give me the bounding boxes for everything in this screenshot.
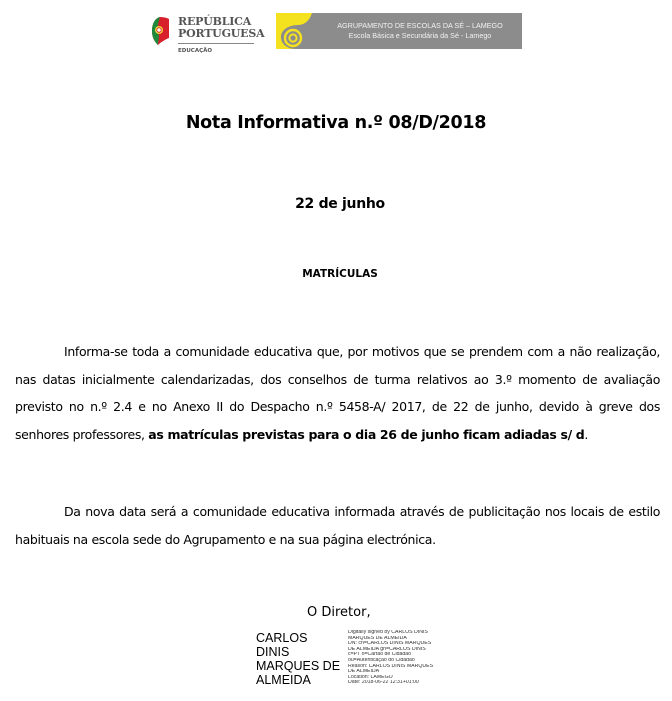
signature-line: DE ALMEIDA <box>348 669 380 675</box>
paragraph-announcement <box>15 338 660 448</box>
signer-line: MARQUES DE <box>256 659 341 673</box>
closing-title: O Diretor, <box>307 605 371 620</box>
paragraph-text: Da nova data será a comunidade educativa informada através de publicitação nos locais de estilo habituais na escola sede do Agrupamento e na sua página electrónica. <box>15 504 660 547</box>
paragraph-emphasis: as matrículas previstas para o dia 26 de junho ficam adiadas s/ d <box>148 426 585 442</box>
signature-line: DE ALMEIDA gn=CARLOS DINIS <box>348 646 426 652</box>
signer-line: CARLOS <box>256 631 308 645</box>
school-emblem-background <box>276 13 312 49</box>
signature-line: c=PT o=Cartão de Cidadão <box>348 652 412 658</box>
school-group-title: AGRUPAMENTO DE ESCOLAS DA SÉ – LAMEGO <box>337 21 503 30</box>
signature-line: MARQUES DE ALMEIDA <box>348 635 407 641</box>
signature-line: Location: LAMEGO <box>348 674 393 680</box>
signature-line: Reason: CARLOS DINIS MARQUES <box>348 663 434 669</box>
republica-portuguesa-title <box>178 16 264 40</box>
republica-portuguesa-logo <box>148 14 266 58</box>
section-heading: MATRÍCULAS <box>302 268 378 280</box>
logo-line-1: REPÚBLICA <box>178 15 252 28</box>
paragraph-followup <box>15 498 660 553</box>
school-emblem-icon <box>276 13 312 49</box>
paragraph-end: . <box>584 426 589 442</box>
paragraph-text: Informa-se toda a comunidade educativa que, por motivos que se prendem com a não realização, nas datas inicialmente calendarizadas, dos conselhos de turma relativos ao 3.º momento de avaliação previsto no n.º 2.4 e no Anexo II do Despacho n.º 5458-A/ 2017, de 22 de junho, devido à greve dos senhores professores, <box>15 344 660 442</box>
school-group-name <box>322 21 518 41</box>
signer-line: DINIS <box>256 645 290 659</box>
document-date: 22 de junho <box>295 196 385 212</box>
school-name: Escola Básica e Secundária da Sé - Lamego <box>348 31 492 40</box>
signer-name <box>256 631 340 687</box>
logo-line-2: PORTUGUESA <box>178 27 265 40</box>
portugal-flag-icon <box>150 16 170 46</box>
school-group-logo <box>276 13 522 49</box>
signature-line: Digitally signed by CARLOS DINIS <box>348 630 428 635</box>
signature-line: Date: 2018-06-22 12:31+01:00 <box>348 680 419 686</box>
signature-line: DN: cn=CARLOS DINIS MARQUES <box>348 641 432 647</box>
logo-divider <box>178 43 254 44</box>
signature-line: ou=Autenticação do Cidadão <box>348 657 415 663</box>
signer-line: ALMEIDA <box>256 673 311 687</box>
document-title: Nota Informativa n.º 08/D/2018 <box>185 113 487 133</box>
digital-signature-details <box>348 630 436 686</box>
ministry-label: EDUCAÇÃO <box>178 48 213 54</box>
document-header <box>0 10 672 60</box>
